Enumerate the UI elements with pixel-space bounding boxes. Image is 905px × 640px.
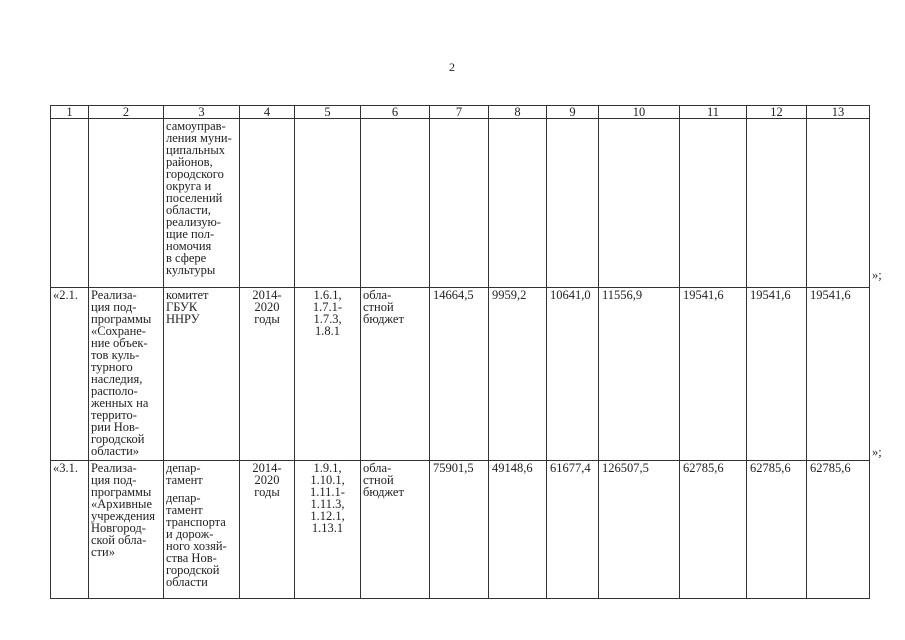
header-cell: 11 bbox=[680, 106, 747, 119]
executor-cell: комитет ГБУК ННРУ bbox=[164, 288, 240, 461]
value-cell: 19541,6 bbox=[680, 288, 747, 461]
executor-cell bbox=[164, 461, 240, 599]
header-cell: 6 bbox=[361, 106, 430, 119]
value-cell: 62785,6 bbox=[680, 461, 747, 599]
period-cell: 2014- 2020 годы bbox=[240, 461, 295, 599]
table-row bbox=[51, 288, 870, 461]
funding-source: обла- стной бюджет bbox=[361, 461, 430, 599]
table-row bbox=[51, 461, 870, 599]
funding-source: обла- стной бюджет bbox=[361, 288, 430, 461]
program-name: Реализа- ция под- программы «Архивные учреждения Новгород- ской обла- сти» bbox=[89, 461, 164, 599]
header-cell: 7 bbox=[430, 106, 489, 119]
header-cell: 3 bbox=[164, 106, 240, 119]
header-cell: 9 bbox=[547, 106, 599, 119]
header-row bbox=[51, 106, 870, 119]
program-table bbox=[50, 105, 870, 599]
header-cell: 12 bbox=[747, 106, 807, 119]
value-cell: 14664,5 bbox=[430, 288, 489, 461]
executor-primary: депар- тамент bbox=[166, 461, 203, 487]
row-number: «2.1. bbox=[51, 288, 89, 461]
executor-secondary: депар- тамент транспорта и дорож- ного хозяй- ства Нов- городской области bbox=[166, 491, 227, 589]
header-cell: 13 bbox=[807, 106, 870, 119]
row-number: «3.1. bbox=[51, 461, 89, 599]
value-cell: 49148,6 bbox=[489, 461, 547, 599]
value-cell: 9959,2 bbox=[489, 288, 547, 461]
table-row bbox=[51, 119, 870, 288]
value-cell: 11556,9 bbox=[599, 288, 680, 461]
header-cell: 5 bbox=[295, 106, 361, 119]
value-cell: 75901,5 bbox=[430, 461, 489, 599]
period-cell: 2014- 2020 годы bbox=[240, 288, 295, 461]
header-cell: 10 bbox=[599, 106, 680, 119]
targets-cell: 1.6.1, 1.7.1- 1.7.3, 1.8.1 bbox=[295, 288, 361, 461]
executor-cell: самоуправ- ления муни- ципальных районов, городского округа и поселений области, реализую- щие пол- номочия в сфере культуры bbox=[164, 119, 240, 288]
value-cell: 126507,5 bbox=[599, 461, 680, 599]
value-cell: 62785,6 bbox=[807, 461, 870, 599]
header-cell: 4 bbox=[240, 106, 295, 119]
row-end-mark: »; bbox=[872, 268, 882, 282]
header-cell: 2 bbox=[89, 106, 164, 119]
header-cell: 8 bbox=[489, 106, 547, 119]
page-number: 2 bbox=[449, 60, 455, 74]
value-cell: 61677,4 bbox=[547, 461, 599, 599]
value-cell: 19541,6 bbox=[807, 288, 870, 461]
value-cell: 62785,6 bbox=[747, 461, 807, 599]
value-cell: 19541,6 bbox=[747, 288, 807, 461]
header-cell: 1 bbox=[51, 106, 89, 119]
targets-cell: 1.9.1, 1.10.1, 1.11.1- 1.11.3, 1.12.1, 1.13.1 bbox=[295, 461, 361, 599]
value-cell: 10641,0 bbox=[547, 288, 599, 461]
row-end-mark: »; bbox=[872, 445, 882, 459]
program-name: Реализа- ция под- программы «Сохране- ние объек- тов куль- турного наследия, располо- женных на террито- рии Нов- городской области» bbox=[89, 288, 164, 461]
